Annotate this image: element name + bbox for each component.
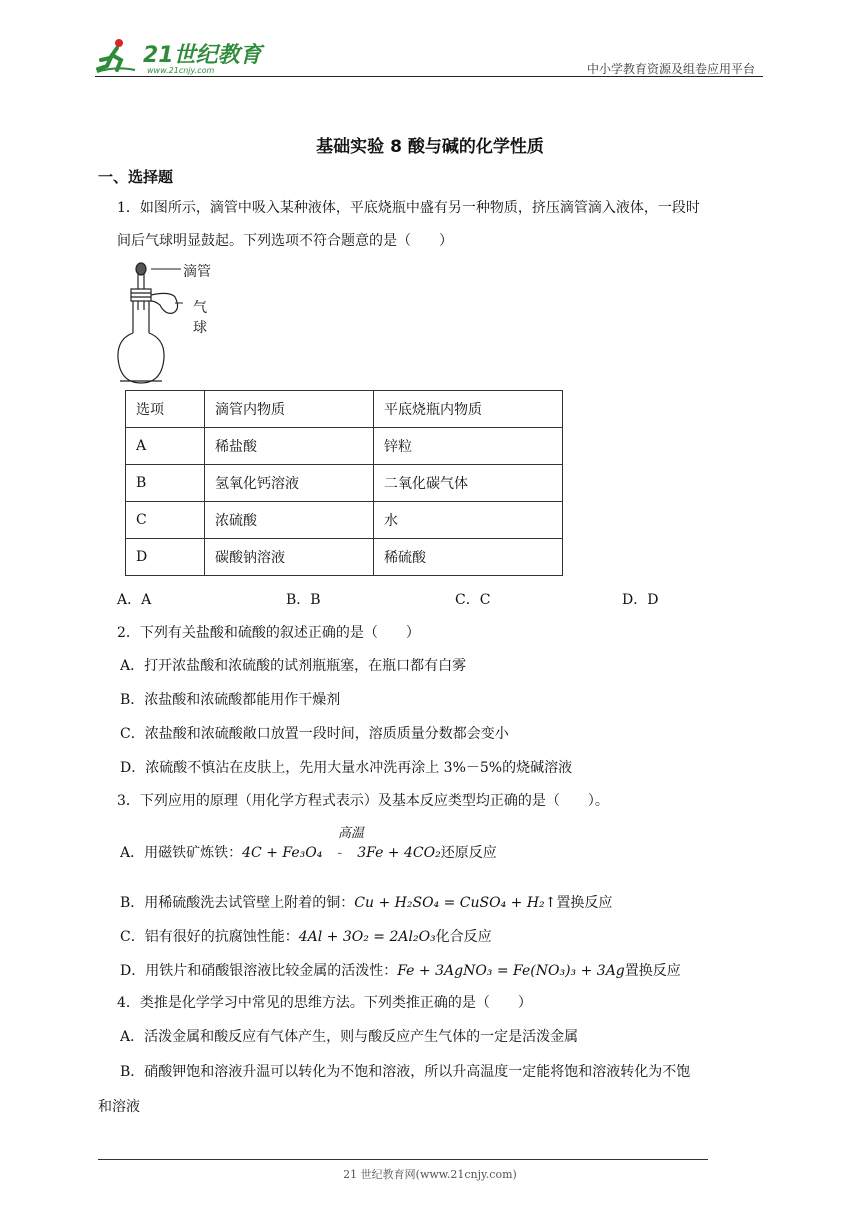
table-row	[126, 502, 563, 539]
q2-option-c: C．浓盐酸和浓硫酸敞口放置一段时间，溶质质量分数都会变小	[120, 726, 509, 742]
balloon-label-2: 球	[193, 320, 207, 336]
q4-option-b-line2: 和溶液	[98, 1099, 140, 1115]
table-cell: B	[126, 465, 205, 502]
q1-table	[125, 390, 563, 576]
footer-divider	[98, 1159, 708, 1160]
q1-option-b: B．B	[286, 592, 321, 608]
q3-c-type: 化合反应	[435, 929, 492, 945]
q4-option-b-line1: B．硝酸钾饱和溶液升温可以转化为不饱和溶液，所以升高温度一定能将饱和溶液转化为不饱	[120, 1064, 691, 1080]
q1-stem-line1: 1．如图所示，滴管中吸入某种液体，平底烧瓶中盛有另一种物质，挤压滴管滴入液体，一段时	[117, 200, 700, 216]
q1-stem-line2: 间后气球明显鼓起。下列选项不符合题意的是（ ）	[117, 233, 453, 249]
q3-option-c	[120, 926, 492, 946]
header-platform-name: 中小学教育资源及组卷应用平台	[586, 62, 755, 76]
q2-stem: 2．下列有关盐酸和硫酸的叙述正确的是（ ）	[117, 625, 420, 641]
table-row	[126, 539, 563, 576]
table-cell: 锌粒	[374, 428, 563, 465]
page-title: 基础实验 8 酸与碱的化学性质	[316, 137, 544, 157]
q3-a-rhs: 3Fe + 4CO₂	[357, 845, 441, 861]
q1-option-d: D．D	[622, 592, 659, 608]
table-row	[126, 465, 563, 502]
table-cell: 浓硫酸	[205, 502, 374, 539]
q2-option-b: B．浓盐酸和浓硫酸都能用作干燥剂	[120, 692, 341, 708]
runner-logo-icon	[95, 36, 265, 76]
balloon-label-1: 气	[193, 300, 207, 316]
q3-a-condition: 高温	[338, 826, 365, 841]
q2-option-a: A．打开浓盐酸和浓硫酸的试剂瓶瓶塞，在瓶口都有白雾	[120, 658, 467, 674]
header-divider	[95, 76, 763, 77]
q3-b-type: 置换反应	[556, 895, 613, 911]
q2-option-d: D．浓硫酸不慎沾在皮肤上，先用大量水冲洗再涂上 3%－5%的烧碱溶液	[120, 760, 573, 776]
svg-text:21世纪教育: 21世纪教育	[143, 43, 262, 68]
table-cell: C	[126, 502, 205, 539]
table-cell: 氢氧化钙溶液	[205, 465, 374, 502]
q3-d-type: 置换反应	[624, 963, 681, 979]
table-header-row	[126, 391, 563, 428]
q3-a-lhs: 4C + Fe₃O₄	[242, 845, 323, 861]
table-header-cell: 选项	[126, 391, 205, 428]
q3-option-d	[120, 960, 681, 980]
table-cell: A	[126, 428, 205, 465]
q3-stem: 3．下列应用的原理（用化学方程式表示）及基本反应类型均正确的是（ ）。	[117, 793, 609, 809]
table-header-cell: 滴管内物质	[205, 391, 374, 428]
table-cell: 碳酸钠溶液	[205, 539, 374, 576]
q4-option-a: A．活泼金属和酸反应有气体产生，则与酸反应产生气体的一定是活泼金属	[120, 1029, 579, 1045]
footer-text: 21 世纪教育网(www.21cnjy.com)	[343, 1168, 517, 1181]
logo	[95, 36, 265, 76]
table-cell: 二氧化碳气体	[374, 465, 563, 502]
section-heading: 一、选择题	[98, 168, 174, 186]
dropper-label: 滴管	[183, 264, 211, 280]
table-cell: 稀硫酸	[374, 539, 563, 576]
q3-d-prefix: D．用铁片和硝酸银溶液比较金属的活泼性：	[120, 963, 398, 979]
q3-a-type: 还原反应	[440, 845, 497, 861]
q1-option-c: C．C	[455, 592, 491, 608]
q3-c-equation: 4Al + 3O₂ = 2Al₂O₃	[298, 929, 436, 945]
q3-b-equation: Cu + H₂SO₄ = CuSO₄ + H₂↑	[354, 895, 557, 911]
table-cell: 稀盐酸	[205, 428, 374, 465]
q3-c-prefix: C．铝有很好的抗腐蚀性能：	[120, 929, 299, 945]
q3-option-b	[120, 892, 612, 912]
q3-a-prefix: A．用磁铁矿炼铁：	[120, 845, 243, 861]
table-cell: 水	[374, 502, 563, 539]
q3-b-prefix: B．用稀硫酸洗去试管壁上附着的铜：	[120, 895, 355, 911]
q1-option-a: A．A	[117, 592, 152, 608]
q3-option-a	[120, 842, 497, 862]
equals-sign-icon: ‐	[337, 845, 343, 861]
flask-with-dropper-icon	[115, 255, 235, 385]
q3-d-equation: Fe + 3AgNO₃ = Fe(NO₃)₃ + 3Ag	[397, 963, 625, 979]
svg-text:www.21cnjy.com: www.21cnjy.com	[147, 66, 215, 75]
q4-stem: 4．类推是化学学习中常见的思维方法。下列类推正确的是（ ）	[117, 995, 532, 1011]
table-row	[126, 428, 563, 465]
flask-figure	[115, 255, 235, 385]
table-header-cell: 平底烧瓶内物质	[374, 391, 563, 428]
table-cell: D	[126, 539, 205, 576]
